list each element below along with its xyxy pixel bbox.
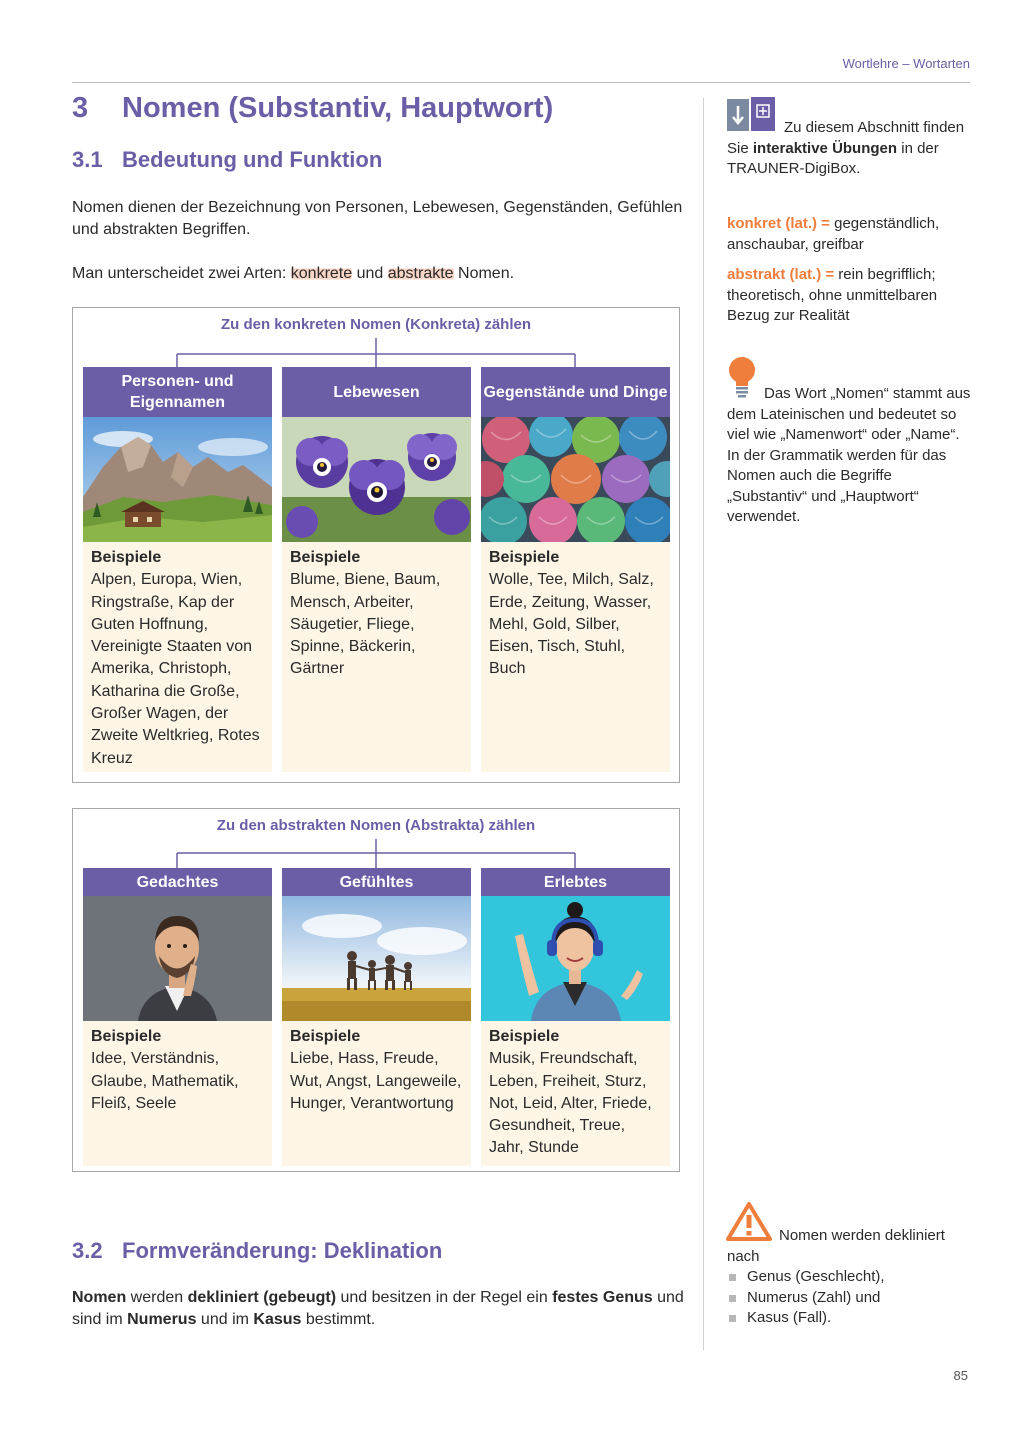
- term-numerus: Numerus: [127, 1311, 197, 1328]
- definition-term: konkret (lat.) =: [727, 215, 830, 232]
- list-item: Numerus (Zahl) und: [727, 1288, 975, 1309]
- examples-panel: [282, 1021, 471, 1166]
- concrete-column-living-beings: [282, 367, 471, 772]
- abstract-column-feeling: [282, 868, 471, 1166]
- intro-paragraph: Nomen dienen der Bezeichnung von Personen, Lebewesen, Gegenständen, Gefühlen und abstrakten Begriffen.: [72, 199, 683, 238]
- text-run: werden: [126, 1289, 188, 1306]
- examples-panel: [282, 542, 471, 772]
- text-run: und im: [196, 1311, 254, 1328]
- section-heading-3-1: [72, 147, 382, 173]
- pansy-flowers-image: [282, 417, 471, 542]
- abstract-box-title: Zu den abstrakten Nomen (Abstrakta) zählen: [216, 817, 536, 834]
- definition-text: rein begrifflich; theoretisch, ohne unmittelbaren Bezug zur Realität: [727, 266, 938, 324]
- term-dekliniert: dekliniert (gebeugt): [187, 1289, 337, 1306]
- definition-konkret: [727, 214, 975, 255]
- header-divider: [72, 82, 970, 83]
- highlight-konkrete: konkrete: [290, 265, 353, 282]
- examples-label: Beispiele: [290, 549, 361, 566]
- yarn-balls-image: [481, 417, 670, 542]
- examples-label: Beispiele: [489, 1028, 560, 1045]
- column-heading: Erlebtes: [481, 868, 670, 896]
- examples-text: Musik, Freundschaft, Leben, Freiheit, Sturz, Not, Leid, Alter, Friede, Gesundheit, Treue, Jahr, Stunde: [489, 1050, 652, 1157]
- section-number: 3.1: [72, 147, 103, 172]
- term-genus: festes Genus: [552, 1289, 653, 1306]
- examples-text: Blume, Biene, Baum, Mensch, Arbeiter, Säugetier, Fliege, Spinne, Bäckerin, Gärtner: [290, 571, 441, 678]
- abstract-tree-connector: [73, 809, 679, 869]
- term-kasus: Kasus: [253, 1311, 302, 1328]
- examples-text: Alpen, Europa, Wien, Ringstraße, Kap der Guten Hoffnung, Vereinigte Staaten von Amerika, Christoph, Katharina die Große, Großer Wagen, der Zweite Weltkrieg, Rotes Kreuz: [91, 571, 260, 767]
- highlight-abstrakte: abstrakte: [387, 265, 454, 282]
- warning-text: Nomen werden dekliniert nach: [727, 1227, 945, 1265]
- examples-text: Idee, Verständnis, Glaube, Mathematik, Fleiß, Seele: [91, 1050, 239, 1112]
- definition-term: abstrakt (lat.) =: [727, 266, 835, 283]
- chapter-number: 3: [72, 92, 89, 124]
- digibox-note: [727, 118, 975, 180]
- tip-text: Das Wort „Nomen“ stammt aus dem Lateinischen und bedeutet so viel wie „Namenwort“ oder „Name“. In der Grammatik werden für das Nomen auch die Begriffe „Substantiv“ und „Hauptwort“ verwendet.: [727, 385, 971, 525]
- digibox-text-1: Zu diesem Abschnitt finden Sie: [727, 119, 965, 157]
- family-running-field-image: [282, 896, 471, 1021]
- examples-label: Beispiele: [290, 1028, 361, 1045]
- tip-note: [727, 384, 975, 528]
- examples-label: Beispiele: [489, 549, 560, 566]
- mountain-landscape-image: [83, 417, 272, 542]
- abstract-nouns-box: [72, 808, 680, 1172]
- column-heading: Personen- und Eigennamen: [83, 367, 272, 417]
- types-suffix: Nomen.: [453, 265, 515, 282]
- definition-text: gegenständlich, anschaubar, greifbar: [727, 215, 940, 253]
- declination-paragraph: [72, 1287, 684, 1331]
- text-run: und sind im: [72, 1289, 684, 1328]
- declination-list: [727, 1267, 975, 1329]
- examples-label: Beispiele: [91, 549, 162, 566]
- text-run: und besitzen in der Regel ein: [336, 1289, 553, 1306]
- section-title: Bedeutung und Funktion: [122, 147, 383, 172]
- column-divider: [703, 98, 704, 1350]
- column-heading: Lebewesen: [282, 367, 471, 417]
- chapter-heading: [72, 92, 553, 125]
- examples-panel: [83, 542, 272, 772]
- page-number: 85: [953, 1368, 968, 1383]
- examples-text: Wolle, Tee, Milch, Salz, Erde, Zeitung, Wasser, Mehl, Gold, Silber, Eisen, Tisch, Stuhl, Buch: [489, 571, 654, 678]
- section-title: Formveränderung: Deklination: [122, 1238, 443, 1263]
- list-item: Genus (Geschlecht),: [727, 1267, 975, 1288]
- concrete-column-objects: [481, 367, 670, 772]
- text-run: bestimmt.: [301, 1311, 376, 1328]
- warning-note: [727, 1226, 975, 1329]
- concrete-box-title: Zu den konkreten Nomen (Konkreta) zählen: [220, 316, 532, 333]
- examples-panel: [481, 542, 670, 772]
- examples-text: Liebe, Hass, Freude, Wut, Angst, Langeweile, Hunger, Verantwortung: [290, 1050, 462, 1112]
- chapter-title: Nomen (Substantiv, Hauptwort): [122, 92, 554, 124]
- column-heading: Gedachtes: [83, 868, 272, 896]
- concrete-tree-connector: [73, 308, 679, 368]
- types-and: und: [352, 265, 388, 282]
- examples-panel: [481, 1021, 670, 1166]
- concrete-column-persons: [83, 367, 272, 772]
- thinking-man-image: [83, 896, 272, 1021]
- examples-panel: [83, 1021, 272, 1166]
- digibox-bold: interaktive Übungen: [752, 139, 898, 157]
- examples-label: Beispiele: [91, 1028, 162, 1045]
- term-nomen: Nomen: [72, 1289, 127, 1306]
- column-heading: Gefühltes: [282, 868, 471, 896]
- woman-headphones-image: [481, 896, 670, 1021]
- section-number: 3.2: [72, 1238, 103, 1263]
- running-header: Wortlehre – Wortarten: [842, 56, 970, 71]
- concrete-nouns-box: [72, 307, 680, 783]
- abstract-column-experience: [481, 868, 670, 1166]
- digibox-text-2: in der TRAUNER-DigiBox.: [727, 139, 939, 177]
- definition-abstrakt: [727, 265, 975, 327]
- types-prefix: Man unterscheidet zwei Arten:: [72, 265, 291, 282]
- column-heading: Gegenstände und Dinge: [481, 367, 670, 417]
- list-item: Kasus (Fall).: [727, 1308, 975, 1329]
- types-paragraph: [72, 263, 684, 285]
- abstract-column-thought: [83, 868, 272, 1166]
- section-heading-3-2: [72, 1238, 442, 1264]
